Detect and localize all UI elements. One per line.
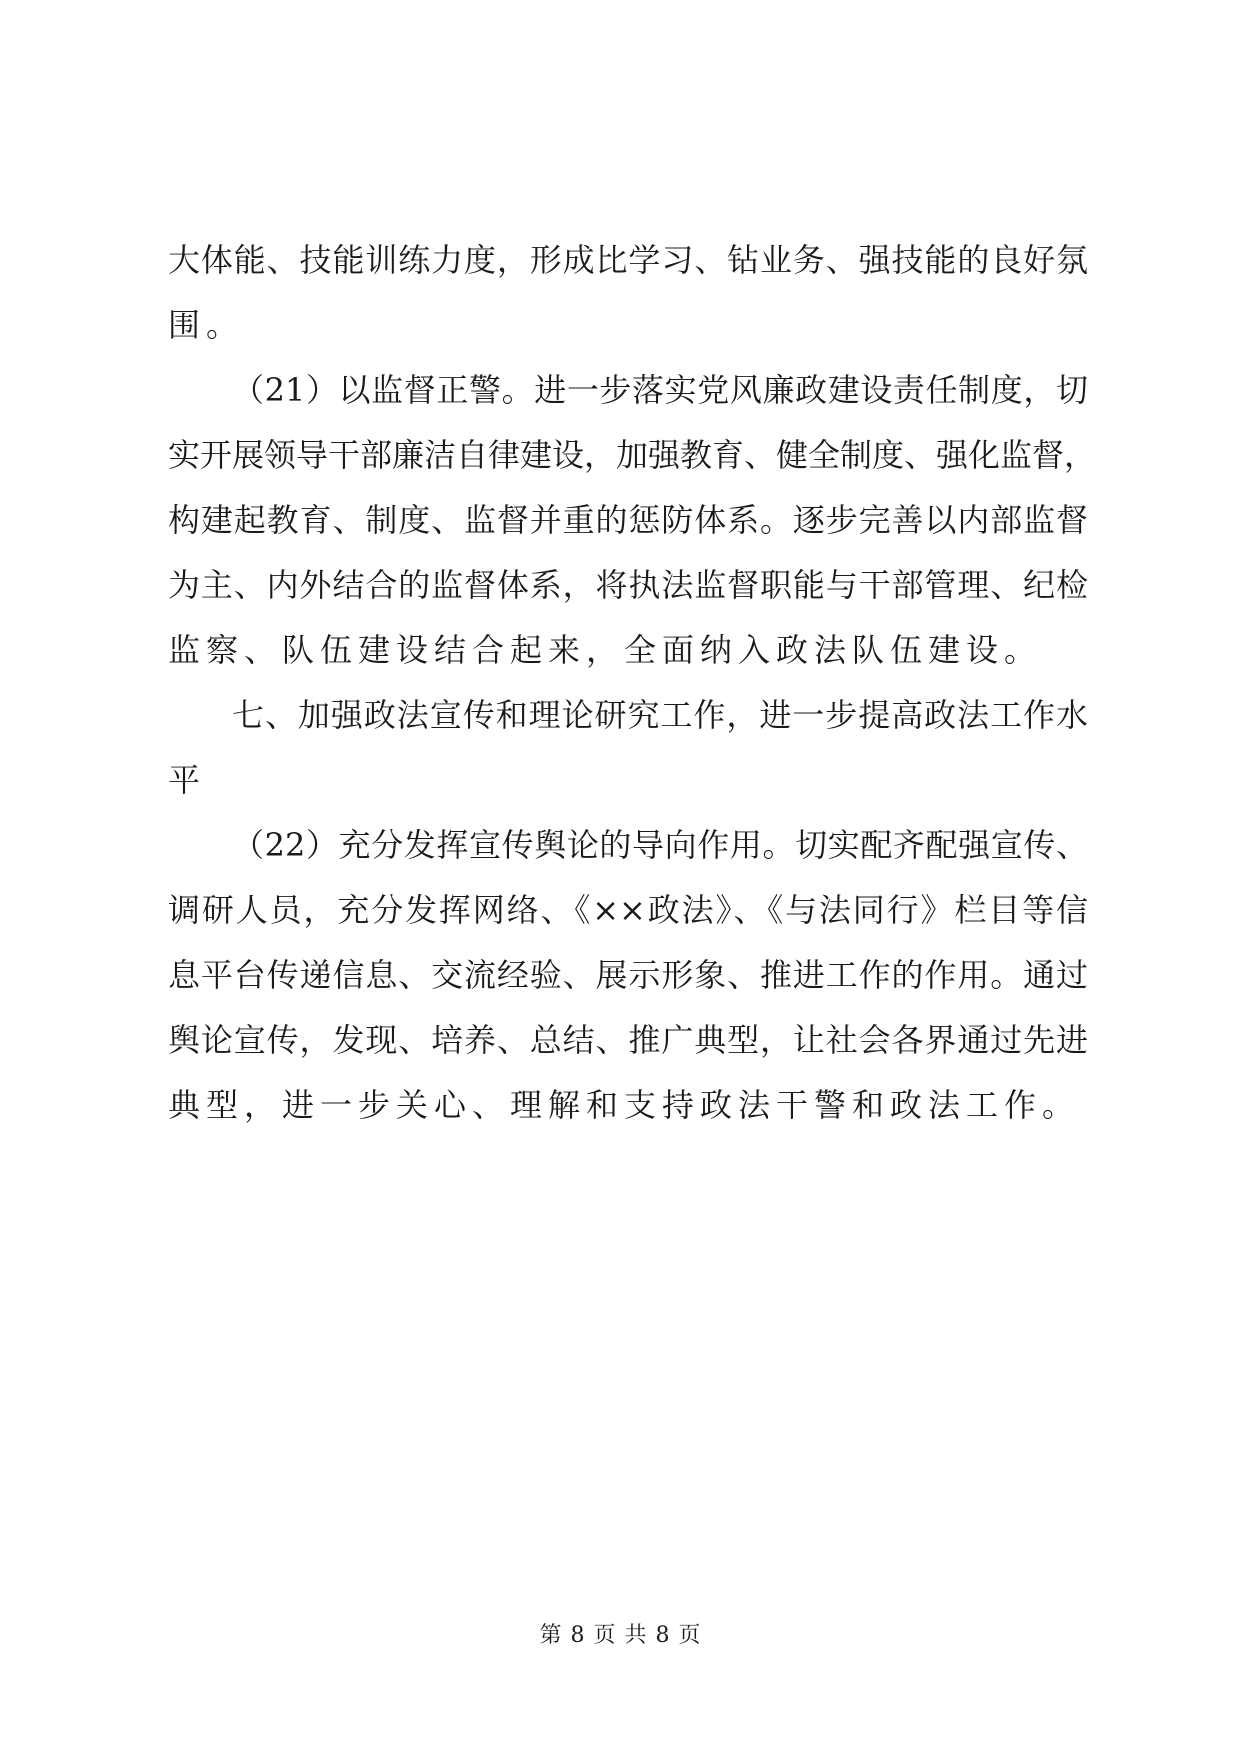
paragraph-line: 围。 xyxy=(168,306,245,344)
paragraph-line: 监察、队伍建设结合起来，全面纳入政法队伍建设。 xyxy=(168,631,1043,669)
paragraph-line: 调研人员，充分发挥网络、《××政法》、《与法同行》栏目等信 xyxy=(168,891,1088,929)
paragraph-line: （21）以监督正警。进一步落实党风廉政建设责任制度，切 xyxy=(232,371,1088,409)
paragraph-line: 构建起教育、制度、监督并重的惩防体系。逐步完善以内部监督 xyxy=(168,501,1088,539)
section-heading-line: 平 xyxy=(168,761,207,799)
page-number-footer: 第 8 页 共 8 页 xyxy=(539,1623,702,1648)
document-body xyxy=(168,228,1097,1138)
paragraph-line: 息平台传递信息、交流经验、展示形象、推进工作的作用。通过 xyxy=(168,956,1088,994)
paragraph-line: 舆论宣传，发现、培养、总结、推广典型，让社会各界通过先进 xyxy=(168,1021,1088,1059)
paragraph-line: 为主、内外结合的监督体系，将执法监督职能与干部管理、纪检 xyxy=(168,566,1088,604)
section-heading-line: 七、加强政法宣传和理论研究工作，进一步提高政法工作水 xyxy=(232,696,1088,734)
paragraph-line: 大体能、技能训练力度，形成比学习、钻业务、强技能的良好氛 xyxy=(168,241,1088,279)
paragraph-line: （22）充分发挥宣传舆论的导向作用。切实配齐配强宣传、 xyxy=(232,826,1088,864)
paragraph-line: 实开展领导干部廉洁自律建设，加强教育、健全制度、强化监督， xyxy=(168,436,1097,474)
paragraph-line: 典型，进一步关心、理解和支持政法干警和政法工作。 xyxy=(168,1086,1081,1124)
